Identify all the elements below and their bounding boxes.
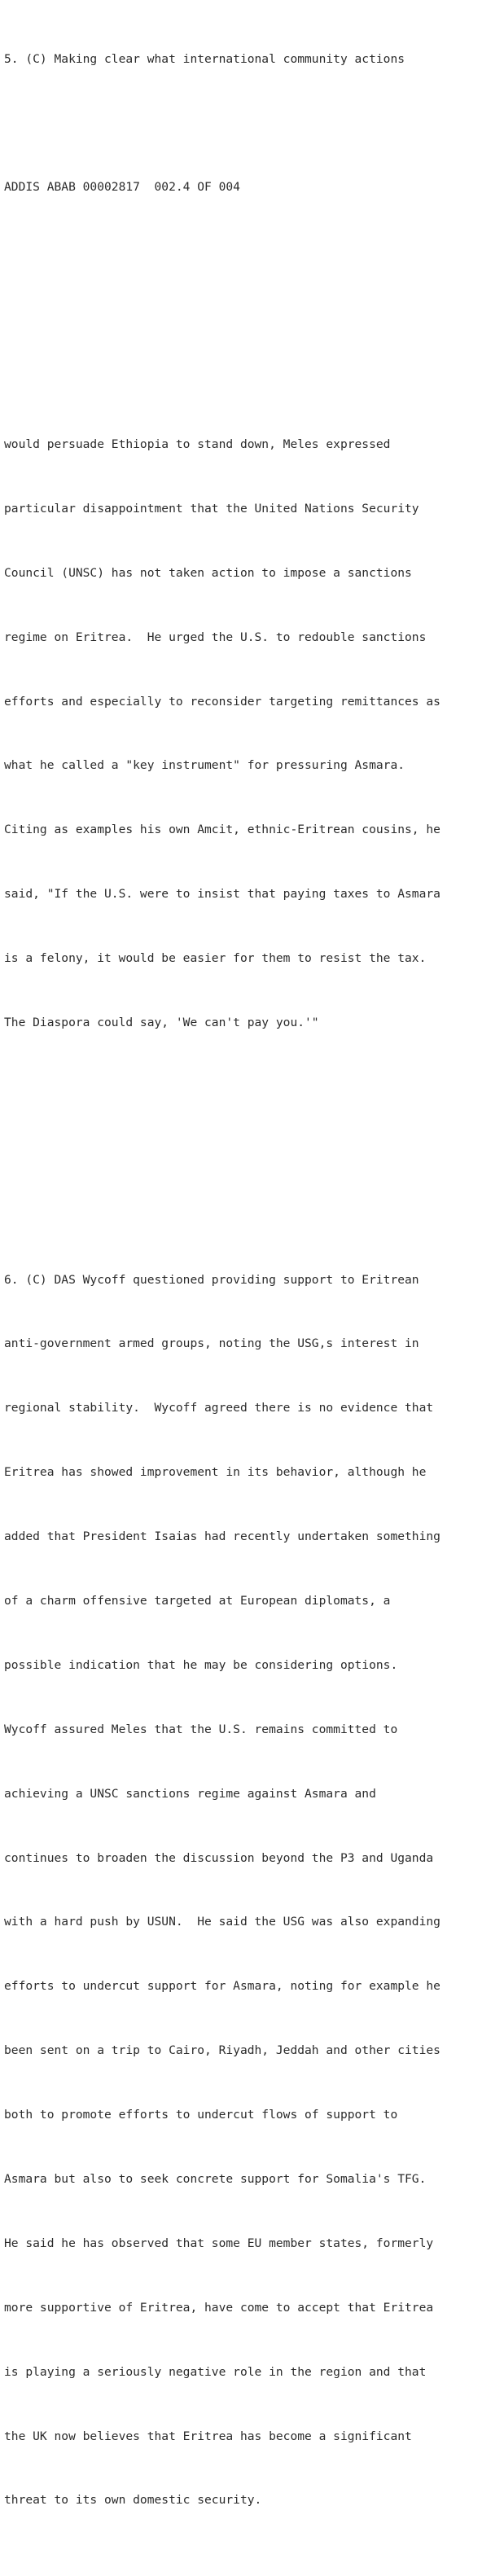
text-line: 6. (C) DAS Wycoff questioned providing support to Eritrean <box>4 1272 419 1287</box>
paragraph-6 <box>4 1227 501 2554</box>
text-line: added that President Isaias had recently undertaken something <box>4 1529 440 1544</box>
text-line: more supportive of Eritrea, have come to accept that Eritrea <box>4 2300 434 2315</box>
text-line: continues to broaden the discussion beyond the P3 and Uganda <box>4 1850 434 1865</box>
text-line: with a hard push by USUN. He said the USG was also expanding <box>4 1915 440 1929</box>
text-line: anti-government armed groups, noting the USG,s interest in <box>4 1336 419 1351</box>
text-line: been sent on a trip to Cairo, Riyadh, Jeddah and other cities <box>4 2043 440 2058</box>
text-line: Asmara but also to seek concrete support for Somalia's TFG. <box>4 2171 427 2186</box>
text-line: both to promote efforts to undercut flows of support to <box>4 2108 398 2122</box>
text-line: The Diaspora could say, 'We can't pay you.'" <box>4 1015 319 1029</box>
text-line: regime on Eritrea. He urged the U.S. to redouble sanctions <box>4 630 427 644</box>
text-line: Wycoff assured Meles that the U.S. remains committed to <box>4 1722 398 1736</box>
text-line: the UK now believes that Eritrea has become a significant <box>4 2429 412 2443</box>
text-line: Citing as examples his own Amcit, ethnic-Eritrean cousins, he <box>4 823 440 837</box>
text-line: Council (UNSC) has not taken action to impose a sanctions <box>4 565 412 580</box>
text-line: what he called a "key instrument" for pressuring Asmara. <box>4 758 405 773</box>
blank-line <box>4 1141 501 1162</box>
text-line: achieving a UNSC sanctions regime against Asmara and <box>4 1786 376 1801</box>
text-line: possible indication that he may be considering options. <box>4 1657 398 1672</box>
paragraph-5-continued <box>4 391 501 1077</box>
text-line: would persuade Ethiopia to stand down, Meles expressed <box>4 437 391 451</box>
text-line: is a felony, it would be easier for them to resist the tax. <box>4 951 427 966</box>
text-line: He said he has observed that some EU member states, formerly <box>4 2236 434 2250</box>
page-reference-line: ADDIS ABAB 00002817 002.4 OF 004 <box>4 180 240 195</box>
cable-document <box>4 6 501 2576</box>
blank-line <box>4 112 501 134</box>
text-line: threat to its own domestic security. <box>4 2493 262 2508</box>
text-line: said, "If the U.S. were to insist that paying taxes to Asmara <box>4 887 440 902</box>
blank-line <box>4 241 501 262</box>
paragraph-5-heading: 5. (C) Making clear what international community actions <box>4 51 405 66</box>
text-line: efforts to undercut support for Asmara, noting for example he <box>4 1979 440 1994</box>
text-line: of a charm offensive targeted at European diplomats, a <box>4 1593 391 1608</box>
text-line: regional stability. Wycoff agreed there is no evidence that <box>4 1401 434 1415</box>
text-line: Eritrea has showed improvement in its behavior, although he <box>4 1465 427 1480</box>
text-line: particular disappointment that the United Nations Security <box>4 501 419 516</box>
text-line: is playing a seriously negative role in the region and that <box>4 2364 427 2379</box>
text-line: efforts and especially to reconsider targeting remittances as <box>4 694 440 709</box>
blank-line <box>4 305 501 327</box>
